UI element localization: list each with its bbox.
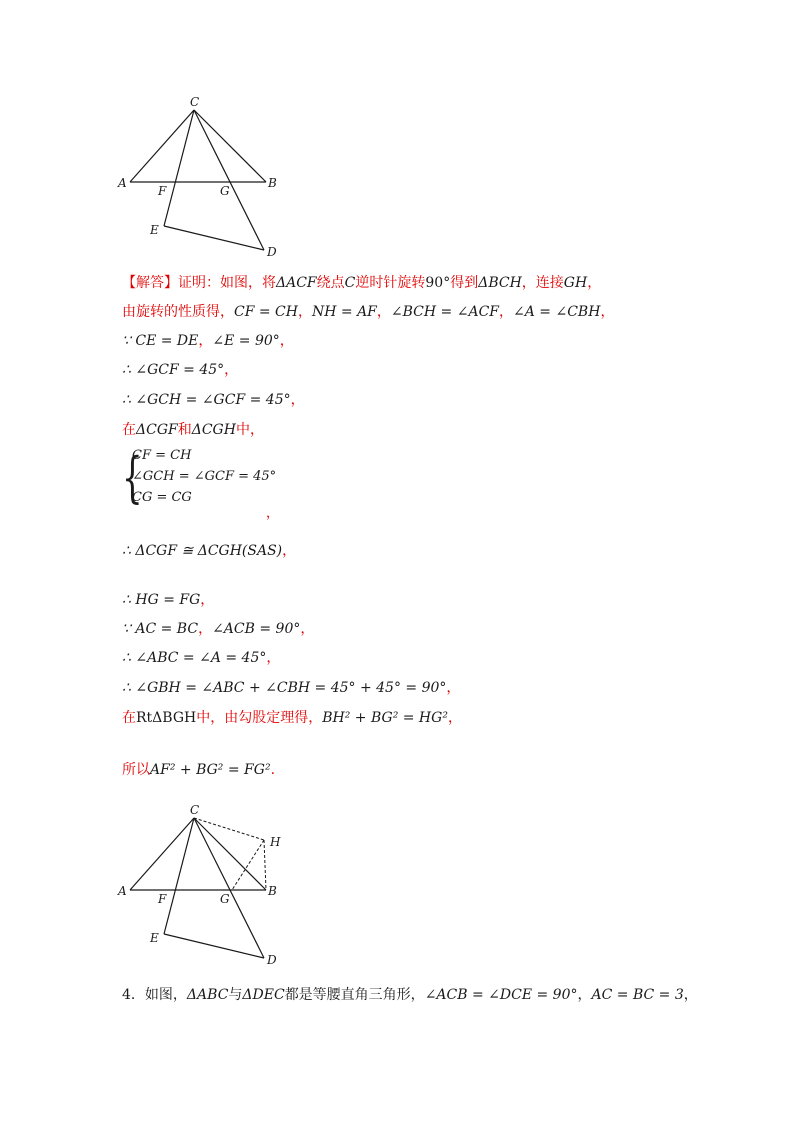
system-row-1: CF = CH (132, 448, 192, 463)
solution-line-12 (122, 708, 462, 728)
math: ∵ AC = BC (122, 621, 199, 637)
figure-2-svg (110, 800, 310, 970)
math: AF² + BG² = FG² (150, 762, 271, 778)
label-a: A (118, 884, 127, 898)
figure-1 (110, 92, 310, 262)
label-a: A (118, 176, 127, 190)
text: ， (587, 275, 602, 291)
solution-line-13 (122, 760, 275, 780)
label-e: E (150, 931, 159, 945)
sep: ， (279, 333, 294, 349)
text: 在 (122, 422, 136, 438)
math: ∠E = 90° (212, 333, 280, 349)
text: 由旋转的性质得， (122, 304, 234, 320)
math: ∴ ∠GBH = ∠ABC + ∠CBH = 45° + 45° = 90° (122, 680, 447, 696)
sep: ， (447, 710, 462, 726)
sep: ， (300, 621, 315, 637)
sep: . (270, 762, 276, 778)
sep: ， (376, 304, 391, 320)
label-c: C (190, 803, 200, 817)
label-h: H (270, 835, 281, 849)
label-b: B (268, 884, 277, 898)
text: 证明：如图，将 (178, 275, 276, 291)
sep: ， (224, 362, 239, 378)
math: ∴ ∠ABC = ∠A = 45° (122, 650, 267, 666)
text: 得到 (450, 275, 479, 291)
answer-tag: 【解答】 (122, 275, 178, 291)
question-4 (122, 985, 698, 1005)
solution-line-8 (122, 590, 214, 610)
math: ∴ ∠GCF = 45° (122, 362, 225, 378)
label-c: C (190, 95, 200, 109)
math: ∠ACB = ∠DCE = 90° (424, 987, 578, 1003)
sep: ， (282, 543, 297, 559)
math: ∠ACB = 90° (212, 621, 301, 637)
math: ∴ ΔCGF ≅ ΔCGH(SAS) (122, 543, 283, 559)
label-g: G (220, 892, 230, 906)
math: ΔDEC (242, 987, 285, 1003)
math: ΔCGF (136, 422, 178, 438)
math: 90° (425, 275, 451, 291)
segment-ed (164, 226, 264, 250)
question-number: 4． (122, 987, 145, 1003)
sep: ， (297, 304, 312, 320)
math: ΔACF (276, 275, 317, 291)
math: ∴ ∠GCH = ∠GCF = 45° (122, 392, 291, 408)
sep: ， (446, 680, 461, 696)
label-b: B (268, 176, 277, 190)
label-d: D (267, 245, 277, 259)
math: BH² + BG² = HG² (322, 710, 448, 726)
math: ∠BCH = ∠ACF (390, 304, 500, 320)
text: 在 (122, 710, 136, 726)
text: ，连接 (521, 275, 564, 291)
solution-line-9 (122, 619, 314, 639)
sep: ， (683, 987, 698, 1003)
sep: ， (600, 304, 615, 320)
sep: ， (198, 621, 213, 637)
label-g: G (220, 184, 230, 198)
solution-line-4 (122, 360, 238, 380)
system-row-2: ∠GCH = ∠GCF = 45° (132, 469, 277, 484)
text: 都是等腰直角三角形， (284, 987, 425, 1003)
system-comma: ， (266, 506, 280, 521)
math: GH (563, 275, 588, 291)
text: 中， (235, 422, 264, 438)
segment-ed (164, 934, 264, 958)
solution-line-7 (122, 541, 296, 561)
system-row-3: CG = CG (132, 490, 192, 505)
solution-line-10 (122, 648, 280, 668)
sep: ， (290, 392, 305, 408)
math: NH = AF (311, 304, 377, 320)
segment-cd (194, 818, 264, 958)
sep: ， (200, 592, 215, 608)
math: ∵ CE = DE (122, 333, 199, 349)
label-e: E (150, 223, 159, 237)
math: C (344, 275, 356, 291)
label-f: F (158, 184, 167, 198)
brace: { (122, 446, 143, 509)
segment-hb-dashed (264, 840, 266, 890)
label-f: F (158, 892, 167, 906)
math: ΔABC (186, 987, 229, 1003)
math: CF = CH (234, 304, 298, 320)
solution-line-6 (122, 420, 264, 440)
text: 中，由勾股定理得， (196, 710, 323, 726)
text: 所以 (122, 762, 150, 778)
solution-line-11 (122, 678, 460, 698)
math: ΔCGH (191, 422, 236, 438)
label-d: D (267, 953, 277, 967)
math: ∠A = ∠CBH (513, 304, 601, 320)
math: ΔBCH (478, 275, 522, 291)
figure-2 (110, 800, 310, 970)
solution-line-3 (122, 331, 294, 351)
equation-system (122, 448, 282, 512)
math: RtΔBGH (136, 710, 197, 726)
figure-1-svg (110, 92, 310, 262)
text: 与 (228, 987, 243, 1003)
solution-line-5 (122, 390, 305, 410)
sep: ， (266, 650, 281, 666)
segment-cd (194, 110, 264, 250)
segment-cb (194, 110, 266, 182)
math: AC = BC = 3 (591, 987, 684, 1003)
text: 逆时针旋转 (355, 275, 426, 291)
text: 和 (177, 422, 192, 438)
sep: ， (499, 304, 514, 320)
sep: ， (577, 987, 592, 1003)
sep: ， (198, 333, 213, 349)
solution-line-1 (122, 273, 601, 293)
text: 绕点 (316, 275, 345, 291)
text: 如图， (144, 987, 187, 1003)
solution-line-2 (122, 302, 614, 322)
math: ∴ HG = FG (122, 592, 201, 608)
